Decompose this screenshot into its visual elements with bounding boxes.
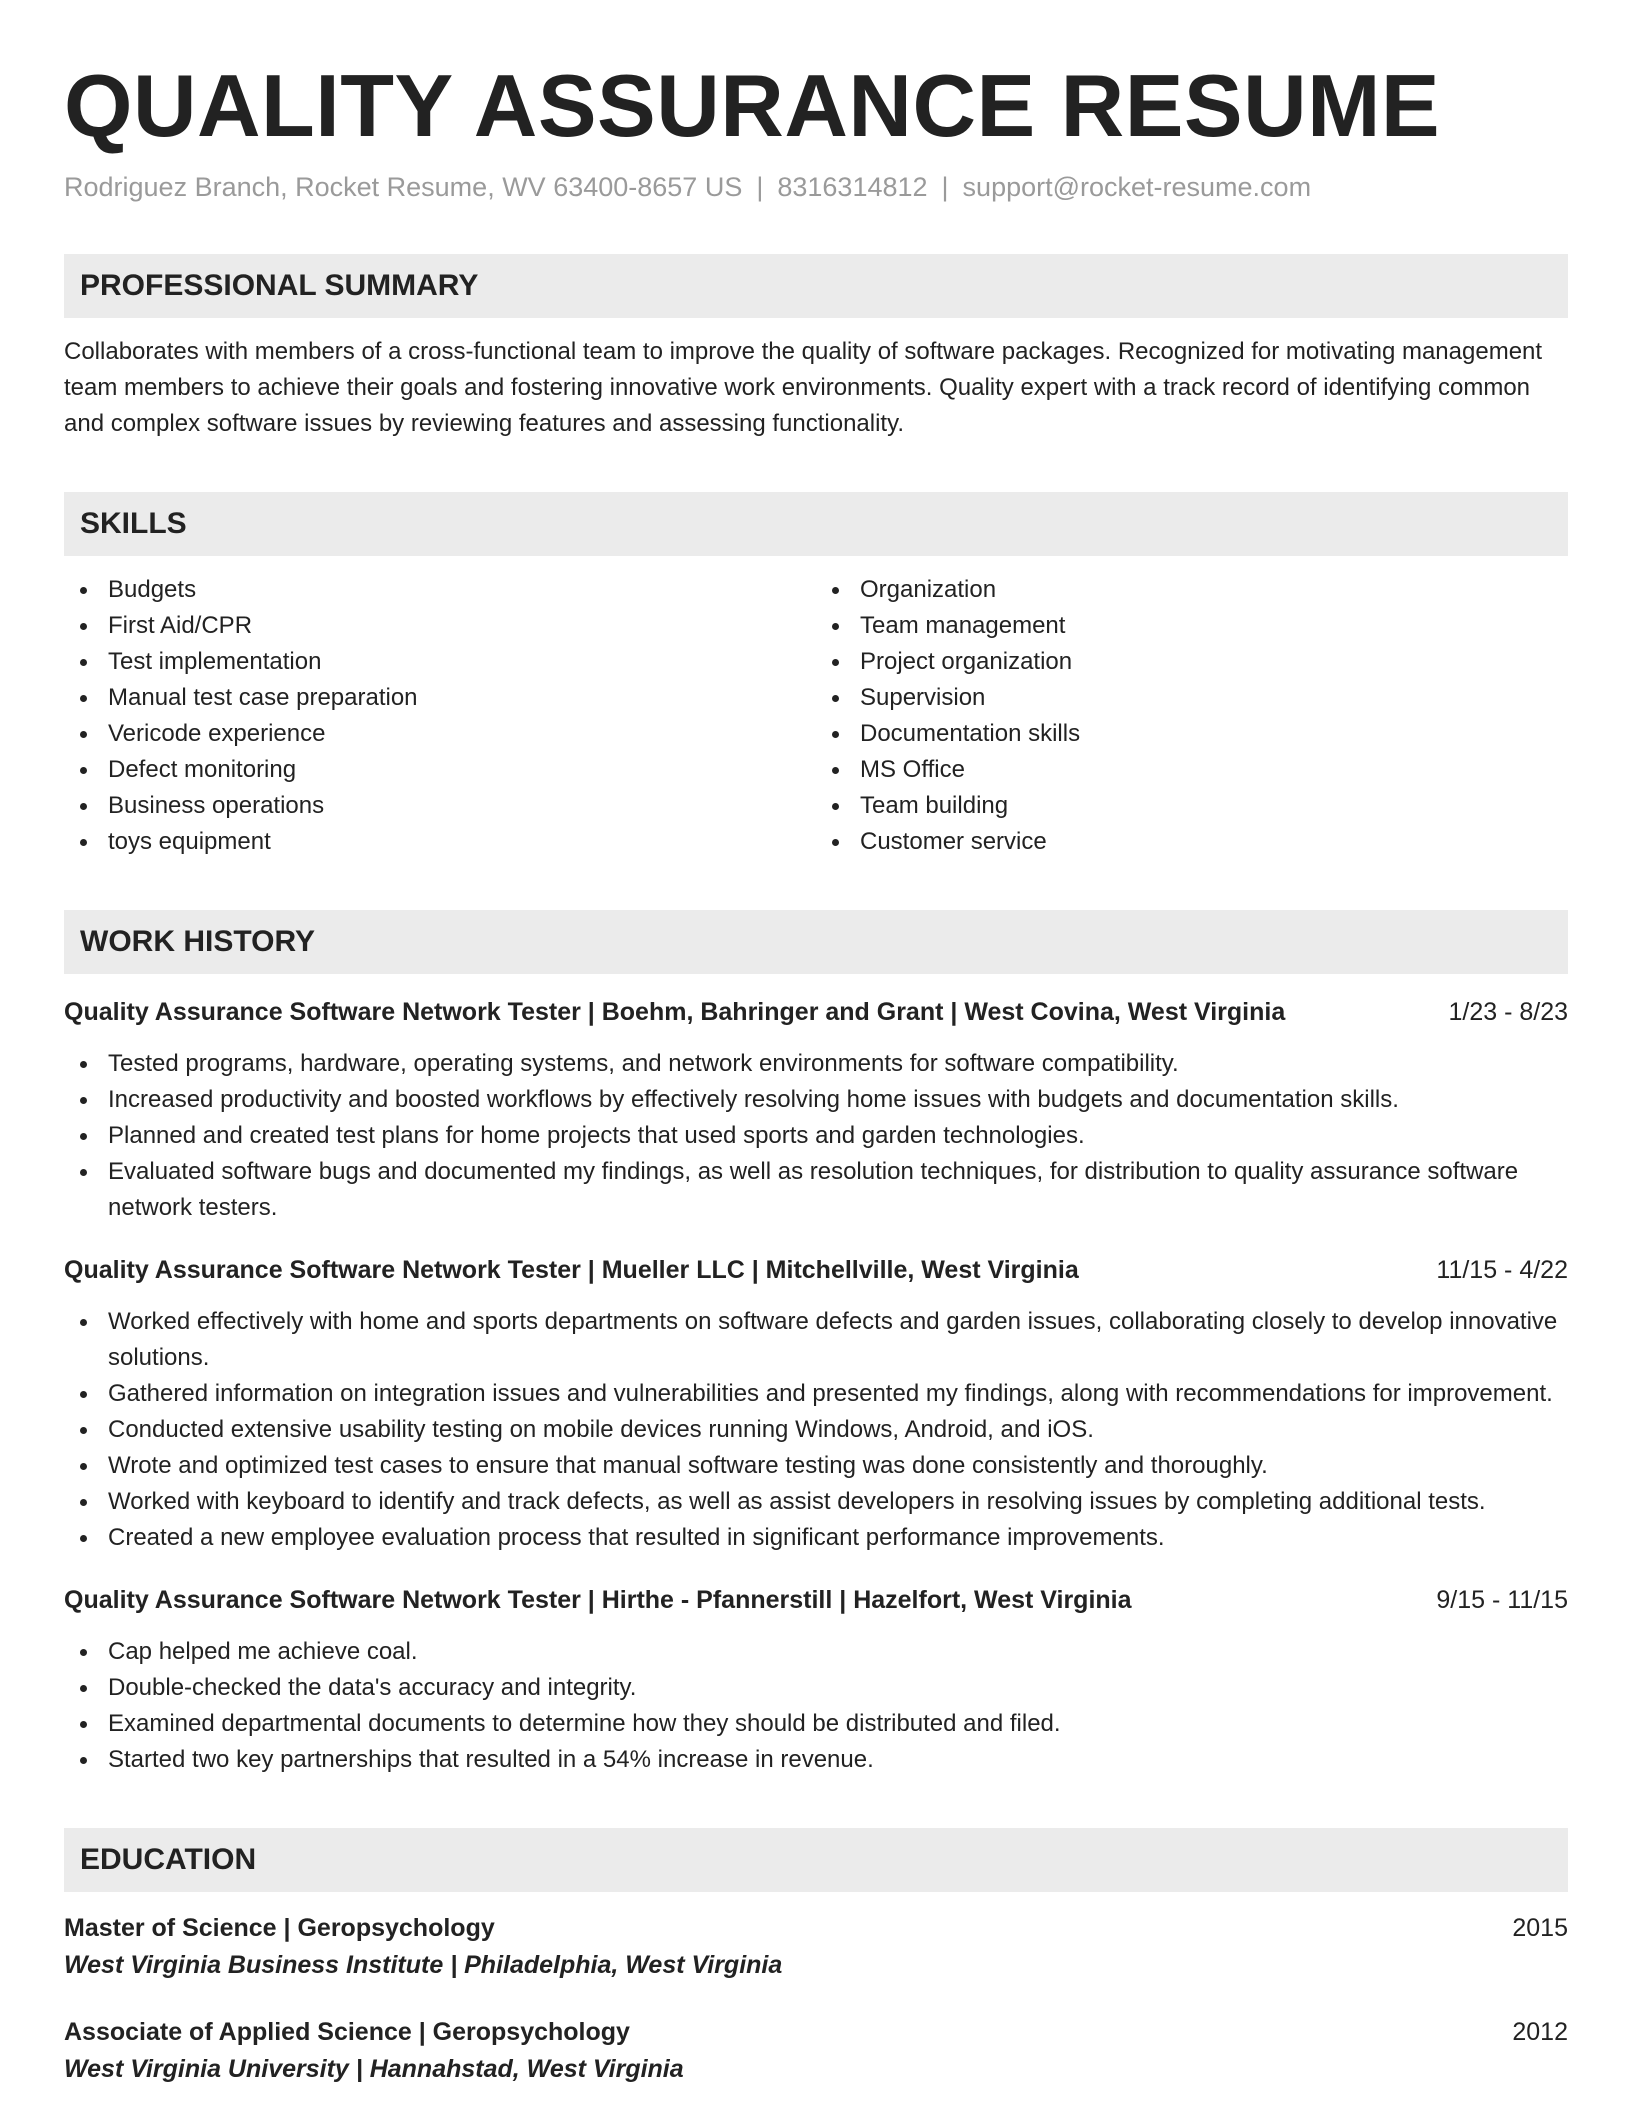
section-header-skills: SKILLS xyxy=(64,492,1568,556)
job-bullet: Evaluated software bugs and documented my findings, as well as resolution techniques, for distribution to quality assurance software network testers. xyxy=(64,1154,1568,1226)
job-entry xyxy=(64,1582,1568,1778)
education-entry xyxy=(64,2014,1568,2088)
job-bullets xyxy=(64,1304,1568,1556)
skill-item: Manual test case preparation xyxy=(64,680,816,716)
skill-item: Project organization xyxy=(816,644,1568,680)
job-bullet: Planned and created test plans for home projects that used sports and garden technologies. xyxy=(64,1118,1568,1154)
skill-item: Defect monitoring xyxy=(64,752,816,788)
job-title: Quality Assurance Software Network Tester | Boehm, Bahringer and Grant | West Covina, West Virginia xyxy=(64,998,1286,1026)
job-header xyxy=(64,1252,1568,1288)
education-header xyxy=(64,1910,1568,1946)
skill-item: Customer service xyxy=(816,824,1568,860)
skills-column-right xyxy=(816,572,1568,860)
contact-email: support@rocket-resume.com xyxy=(962,172,1312,202)
job-title: Quality Assurance Software Network Tester | Mueller LLC | Mitchellville, West Virginia xyxy=(64,1256,1079,1284)
education-degree: Associate of Applied Science | Geropsychology xyxy=(64,2018,630,2046)
job-bullets xyxy=(64,1046,1568,1226)
job-title: Quality Assurance Software Network Tester | Hirthe - Pfannerstill | Hazelfort, West Virginia xyxy=(64,1586,1132,1614)
skills-list xyxy=(64,572,1568,860)
education-year: 2015 xyxy=(1512,1914,1568,1942)
job-dates: 11/15 - 4/22 xyxy=(1436,1256,1568,1284)
resume-title: QUALITY ASSURANCE RESUME xyxy=(64,56,1441,155)
job-bullet: Conducted extensive usability testing on mobile devices running Windows, Android, and iOS. xyxy=(64,1412,1568,1448)
skill-item: Supervision xyxy=(816,680,1568,716)
job-bullet: Increased productivity and boosted workflows by effectively resolving home issues with budgets and documentation skills. xyxy=(64,1082,1568,1118)
education-school: West Virginia University | Hannahstad, West Virginia xyxy=(64,2055,684,2083)
skill-item: Organization xyxy=(816,572,1568,608)
contact-address: Rodriguez Branch, Rocket Resume, WV 63400-8657 US xyxy=(64,172,743,202)
job-header xyxy=(64,994,1568,1030)
education-school: West Virginia Business Institute | Philadelphia, West Virginia xyxy=(64,1951,783,1979)
education-header xyxy=(64,2014,1568,2050)
job-header xyxy=(64,1582,1568,1618)
skill-item: Business operations xyxy=(64,788,816,824)
job-bullet: Double-checked the data's accuracy and integrity. xyxy=(64,1670,1568,1706)
job-bullet: Created a new employee evaluation process that resulted in significant performance improvements. xyxy=(64,1520,1568,1556)
skill-item: Budgets xyxy=(64,572,816,608)
job-bullet: Worked effectively with home and sports departments on software defects and garden issues, collaborating closely to develop innovative solutions. xyxy=(64,1304,1568,1376)
job-bullet: Started two key partnerships that resulted in a 54% increase in revenue. xyxy=(64,1742,1568,1778)
job-dates: 1/23 - 8/23 xyxy=(1448,998,1568,1026)
contact-phone: 8316314812 xyxy=(777,172,928,202)
contact-line xyxy=(64,170,1568,204)
job-bullets xyxy=(64,1634,1568,1778)
skill-item: Documentation skills xyxy=(816,716,1568,752)
contact-separator: | xyxy=(756,172,764,202)
job-bullet: Wrote and optimized test cases to ensure that manual software testing was done consistently and thoroughly. xyxy=(64,1448,1568,1484)
education-entry xyxy=(64,1910,1568,1984)
skill-item: Test implementation xyxy=(64,644,816,680)
section-header-work: WORK HISTORY xyxy=(64,910,1568,974)
job-bullet: Cap helped me achieve coal. xyxy=(64,1634,1568,1670)
section-header-summary: PROFESSIONAL SUMMARY xyxy=(64,254,1568,318)
summary-text: Collaborates with members of a cross-functional team to improve the quality of software packages. Recognized for motivating management team members to achieve their goals and fostering innovative work environments. Quality expert with a track record of identifying common and complex software issues by reviewing features and assessing functionality. xyxy=(64,338,1543,437)
job-entry xyxy=(64,994,1568,1226)
job-bullet: Worked with keyboard to identify and track defects, as well as assist developers in resolving issues by completing additional tests. xyxy=(64,1484,1568,1520)
job-dates: 9/15 - 11/15 xyxy=(1436,1586,1568,1614)
skills-column-left xyxy=(64,572,816,860)
job-bullet: Tested programs, hardware, operating systems, and network environments for software compatibility. xyxy=(64,1046,1568,1082)
skill-item: toys equipment xyxy=(64,824,816,860)
skill-item: MS Office xyxy=(816,752,1568,788)
job-bullet: Examined departmental documents to determine how they should be distributed and filed. xyxy=(64,1706,1568,1742)
skill-item: Team building xyxy=(816,788,1568,824)
skill-item: First Aid/CPR xyxy=(64,608,816,644)
skill-item: Team management xyxy=(816,608,1568,644)
contact-separator: | xyxy=(941,172,949,202)
education-degree: Master of Science | Geropsychology xyxy=(64,1914,495,1942)
education-year: 2012 xyxy=(1512,2018,1568,2046)
job-entry xyxy=(64,1252,1568,1556)
job-bullet: Gathered information on integration issues and vulnerabilities and presented my findings, along with recommendations for improvement. xyxy=(64,1376,1568,1412)
section-header-education: EDUCATION xyxy=(64,1828,1568,1892)
skill-item: Vericode experience xyxy=(64,716,816,752)
